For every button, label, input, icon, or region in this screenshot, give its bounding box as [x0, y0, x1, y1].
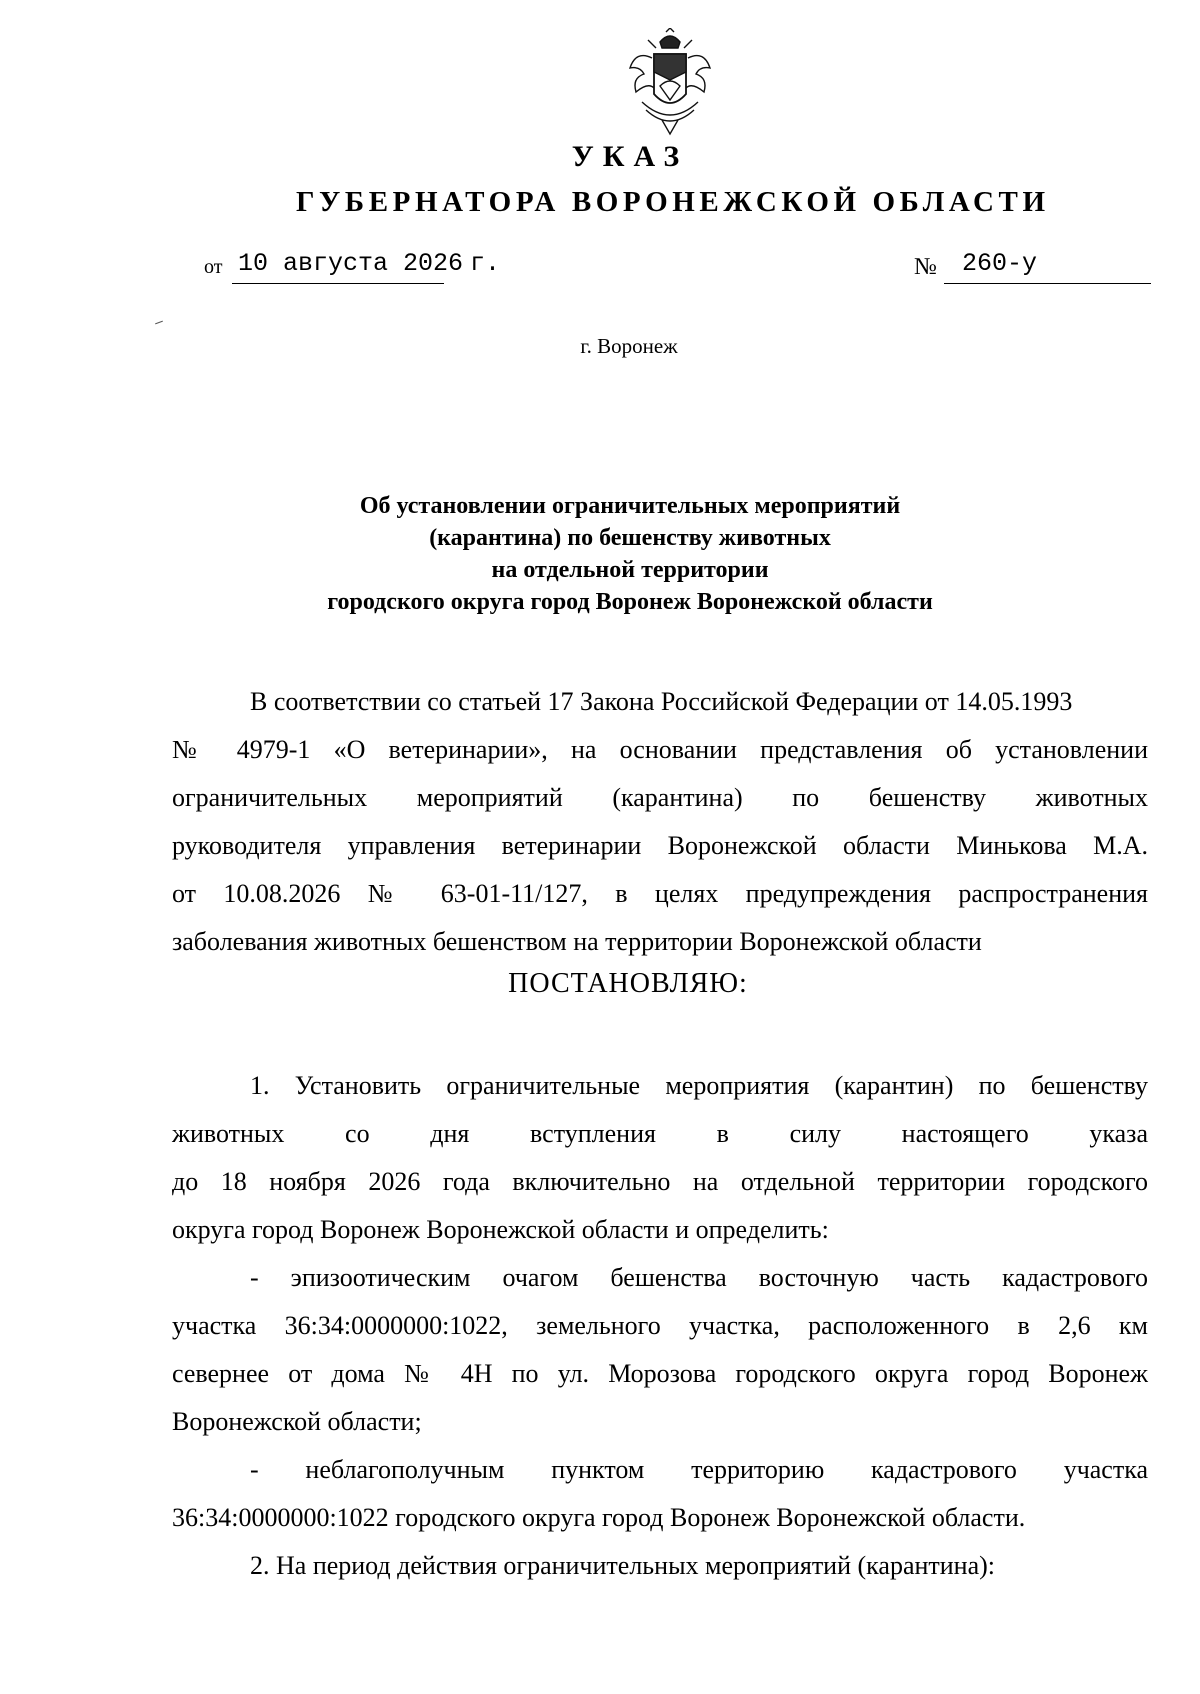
text-line: 2. На период действия ограничительных мероприятий (карантина): [250, 1551, 996, 1580]
number-underline [944, 283, 1151, 284]
text-line: руководителя управления ветеринарии Воронежской области Минькова М.А. [172, 831, 1148, 860]
text-line: округа город Воронеж Воронежской области и определить: [172, 1215, 829, 1244]
decree-date: 10 августа 2026 [238, 249, 464, 278]
issuer-heading: ГУБЕРНАТОРА ВОРОНЕЖСКОЙ ОБЛАСТИ [296, 186, 1050, 218]
decree-title [0, 490, 1200, 618]
decree-heading: УКАЗ [571, 140, 689, 173]
date-prefix: от [204, 256, 223, 278]
text-line: - неблагополучным пунктом территорию кадастрового участка [250, 1455, 1148, 1484]
text-line: № 4979-1 «О ветеринарии», на основании представления об установлении [172, 735, 1148, 764]
text-line: участка 36:34:0000000:1022, земельного участка, расположенного в 2,6 км [172, 1311, 1148, 1340]
clause-1-item-b [172, 1446, 1148, 1542]
date-underline [232, 283, 444, 284]
coat-of-arms-emblem [622, 28, 718, 138]
text-line: В соответствии со статьей 17 Закона Российской Федерации от 14.05.1993 [250, 687, 1073, 716]
preamble-paragraph [172, 678, 1148, 966]
number-sign: № [914, 254, 937, 280]
clause-1 [172, 1062, 1148, 1254]
decree-number: 260-у [962, 249, 1038, 278]
text-line: ограничительных мероприятий (карантина) по бешенству животных [172, 783, 1148, 812]
text-line: до 18 ноября 2026 года включительно на отдельной территории городского [172, 1167, 1148, 1196]
title-line: на отдельной территории [491, 557, 769, 583]
title-line: (карантина) по бешенству животных [429, 525, 831, 551]
text-line: 1. Установить ограничительные мероприятия (карантин) по бешенству [250, 1071, 1148, 1100]
resolution-word: ПОСТАНОВЛЯЮ: [508, 968, 748, 999]
clause-2 [172, 1542, 1148, 1590]
text-line: Воронежской области; [172, 1407, 422, 1436]
text-line: от 10.08.2026 № 63-01-11/127, в целях предупреждения распространения [172, 879, 1148, 908]
clause-1-item-a [172, 1254, 1148, 1446]
text-line: - эпизоотическим очагом бешенства восточную часть кадастрового [250, 1263, 1148, 1292]
text-line: заболевания животных бешенством на территории Воронежской области [172, 927, 982, 956]
text-line: 36:34:0000000:1022 городского округа город Воронеж Воронежской области. [172, 1503, 1026, 1532]
text-line: животных со дня вступления в силу настоящего указа [172, 1119, 1148, 1148]
city-line: г. Воронеж [580, 334, 678, 358]
scan-mark [155, 321, 163, 325]
title-line: городского округа город Воронеж Воронежской области [327, 589, 933, 615]
text-line: севернее от дома № 4Н по ул. Морозова городского округа город Воронеж [172, 1359, 1148, 1388]
title-line: Об установлении ограничительных мероприятий [359, 493, 901, 519]
date-suffix: г. [470, 249, 501, 278]
